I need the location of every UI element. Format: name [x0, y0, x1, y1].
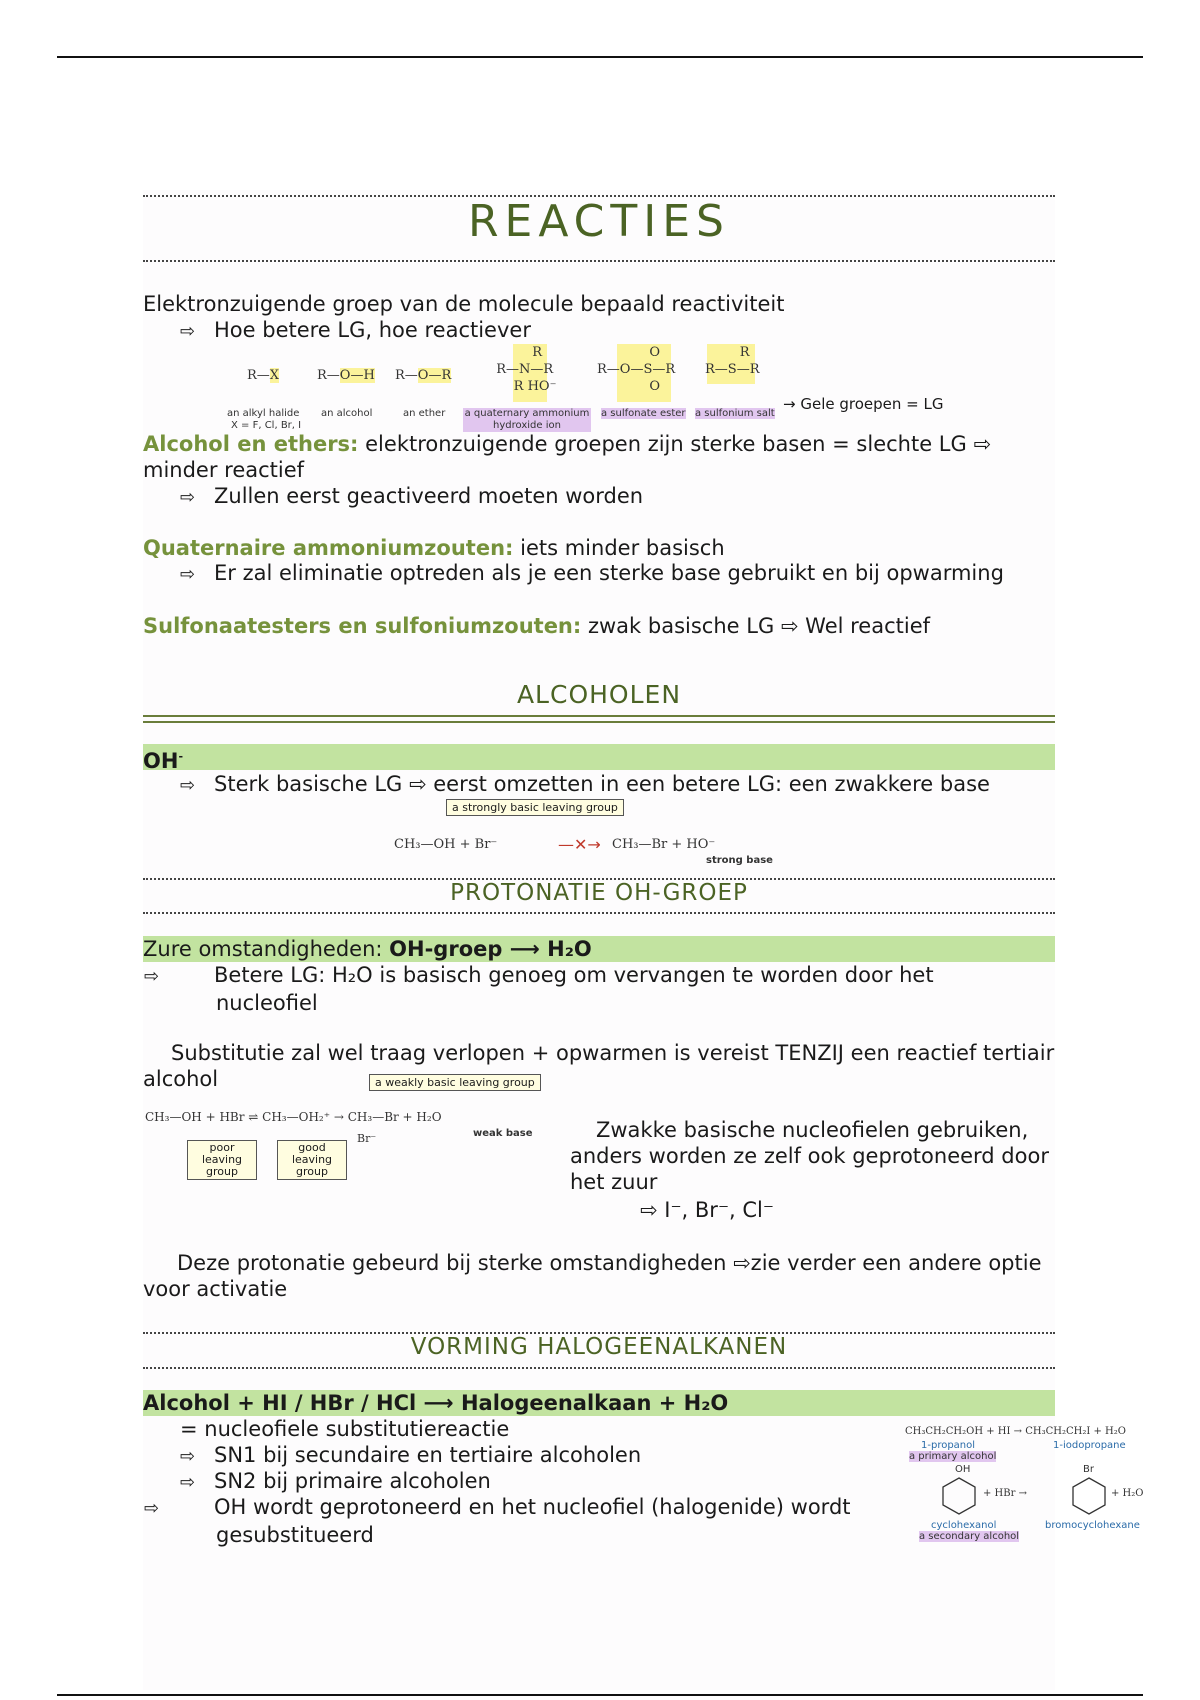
formula-alkyl-halide: R—X — [247, 368, 280, 383]
quaternary-bullet — [180, 560, 1004, 588]
protonatie-bar-text — [143, 936, 592, 962]
halogeen-bullet-1-text: SN1 bij secundaire en tertiaire alcoholen — [214, 1443, 642, 1467]
protonatie-bullet-text: Betere LG: H₂O is basisch genoeg om vervangen te worden door het nucleofiel — [214, 963, 934, 1015]
oh-label: OH- — [143, 749, 184, 773]
caption-alcohol: an alcohol — [321, 408, 373, 419]
good-lg-box: good leaving group — [277, 1140, 347, 1180]
caption-ammonium: a quaternary ammonium hydroxide ion — [464, 408, 590, 431]
alcoholen-double-rule — [143, 715, 1055, 723]
strong-base-label: strong base — [706, 855, 773, 866]
halogeen-rule-bottom — [143, 1367, 1055, 1369]
protonation-reaction-figure — [143, 1072, 543, 1178]
oh-reaction-left: CH₃—OH + Br⁻ — [394, 837, 498, 852]
protonation-equation: CH₃—OH + HBr ⇌ CH₃—OH₂⁺ → CH₃—Br + H₂O — [145, 1110, 442, 1124]
bromocyclohexane-ring-icon — [1071, 1476, 1107, 1516]
secondary-alcohol-label: a secondary alcohol — [919, 1531, 1020, 1542]
halogeen-bullet-3-text: OH wordt geprotoneerd en het nucleofiel (halogenide) wordt gesubstitueerd — [214, 1495, 851, 1547]
protonatie-heading: PROTONATIE OH-GROEP — [450, 880, 748, 906]
oh-reaction-figure — [390, 797, 790, 869]
arrow-icon: ⇨ — [144, 1498, 160, 1519]
br-substituent: Br — [1083, 1464, 1094, 1475]
page-top-rule — [57, 56, 1143, 58]
intro-bullet-text: Hoe betere LG, hoe reactiever — [214, 318, 531, 342]
halogenation-figure — [905, 1420, 1165, 1550]
alcohol-ethers-bullet — [180, 483, 643, 511]
nucleophile-list: ⇨ I⁻, Br⁻, Cl⁻ — [640, 1198, 774, 1222]
formula-sulfonium: R R—S—R — [705, 345, 760, 377]
oh-highlight-bar — [143, 744, 1055, 770]
weak-lg-box: a weakly basic leaving group — [369, 1074, 541, 1091]
arrow-icon: ⇨ — [180, 487, 196, 508]
halogeen-bar-text: Alcohol + HI / HBr / HCl ⟶ Halogeenalkaan + H₂O — [143, 1391, 729, 1415]
quaternary-text: iets minder basisch — [520, 536, 725, 560]
protonation-closing: Deze protonatie gebeurd bij sterke omstandigheden ⇨zie verder een andere optie voor activatie — [143, 1251, 1042, 1301]
halogenation-reaction-1: CH₃CH₂CH₂OH + HI → CH₃CH₂CH₂I + H₂O — [905, 1426, 1126, 1437]
caption-alkyl-halide: an alkyl halide — [227, 408, 300, 419]
title-rule-bottom — [143, 260, 1055, 262]
protonatie-rule-bottom — [143, 912, 1055, 914]
page-title: REACTIES — [467, 196, 730, 247]
quaternary-paragraph — [143, 535, 725, 561]
sulfonate-text: zwak basische LG ⇨ Wel reactief — [587, 614, 931, 638]
propanol-label: 1-propanol — [921, 1440, 976, 1451]
halogeen-bullet-1 — [180, 1442, 641, 1470]
leaving-group-figure — [225, 340, 965, 432]
intro-text: Elektronzuigende groep van de molecule bepaald reactiviteit — [143, 292, 785, 316]
alcohol-ethers-paragraph — [143, 431, 1055, 483]
quaternary-bullet-text: Er zal eliminatie optreden als je een sterke base gebruikt en bij opwarming — [214, 561, 1004, 585]
weak-base-label: weak base — [473, 1128, 533, 1139]
caption-sulfonate: a sulfonate ester — [601, 408, 686, 419]
oh-substituent: OH — [955, 1464, 971, 1475]
oh-bullet-text: Sterk basische LG ⇨ eerst omzetten in een betere LG: een zwakkere base — [214, 772, 990, 796]
oh-bullet — [180, 771, 990, 799]
formula-alcohol: R—O—H — [317, 368, 375, 383]
caption-ether: an ether — [403, 408, 446, 419]
page-bottom-rule — [57, 1694, 1143, 1696]
cyclohexanol-ring-icon — [941, 1476, 977, 1516]
halogeen-heading: VORMING HALOGEENALKANEN — [410, 1334, 788, 1360]
bromocyclohexane-label: bromocyclohexane — [1045, 1520, 1140, 1531]
arrow-icon: ⇨ — [180, 1472, 196, 1493]
strong-lg-box: a strongly basic leaving group — [446, 799, 624, 816]
halogeen-line1: = nucleofiele substitutiereactie — [180, 1417, 510, 1441]
protonatie-bullet — [144, 962, 1036, 1016]
caption-sulfonium: a sulfonium salt — [695, 408, 775, 419]
arrow-icon: ⇨ — [180, 1446, 196, 1467]
quaternary-label: Quaternaire ammoniumzouten: — [143, 536, 514, 560]
protonatie-bar-bold: OH-groep ⟶ H₂O — [389, 937, 592, 961]
substitution-paragraph: Substitutie zal wel traag verlopen + opwarmen is vereist TENZIJ een reactief tertiair alcohol — [143, 1041, 1055, 1091]
oh-reaction-right: CH₃—Br + HO⁻ — [612, 837, 716, 852]
halogeen-bullet-2-text: SN2 bij primaire alcoholen — [214, 1469, 491, 1493]
nucleophile-note — [570, 1117, 1060, 1195]
formula-sulfonate: O R—O—S—R O — [597, 345, 676, 394]
caption-halide-note: X = F, Cl, Br, I — [231, 420, 302, 431]
arrow-icon: ⇨ — [180, 321, 196, 342]
halogeen-bullet-3 — [144, 1494, 936, 1548]
alcohol-ethers-label: Alcohol en ethers: — [143, 432, 359, 456]
primary-alcohol-label: a primary alcohol — [909, 1451, 997, 1462]
halogeen-bullet-2 — [180, 1468, 491, 1496]
formula-ammonium: R R—N—R R HO⁻ — [493, 345, 557, 394]
nucleophile-note-text: Zwakke basische nucleofielen gebruiken, anders worden ze zelf ook geprotoneerd door het zuur — [570, 1118, 1049, 1194]
arrow-icon: ⇨ — [180, 775, 196, 796]
blocked-arrow-icon: —✕→ — [558, 835, 601, 854]
sulfonate-label: Sulfonaatesters en sulfoniumzouten: — [143, 614, 582, 638]
alcoholen-heading: ALCOHOLEN — [516, 680, 682, 709]
bromide-label: Br⁻ — [357, 1132, 377, 1145]
protonatie-bar-prefix: Zure omstandigheden: — [143, 937, 390, 961]
arrow-icon: ⇨ — [144, 966, 160, 987]
hbr-reagent: + HBr → — [983, 1488, 1027, 1499]
iodopropane-label: 1-iodopropane — [1053, 1440, 1126, 1451]
cyclohexanol-label: cyclohexanol — [931, 1520, 997, 1531]
lg-note: → Gele groepen = LG — [783, 395, 944, 413]
water-product: + H₂O — [1111, 1488, 1144, 1499]
alcohol-ethers-text: elektronzuigende groepen zijn sterke basen = slechte LG ⇨ minder reactief — [143, 432, 992, 482]
formula-ether: R—O—R — [395, 368, 452, 383]
sulfonate-paragraph — [143, 613, 930, 639]
arrow-icon: ⇨ — [180, 564, 196, 585]
alcohol-ethers-bullet-text: Zullen eerst geactiveerd moeten worden — [214, 484, 644, 508]
poor-lg-box: poor leaving group — [187, 1140, 257, 1180]
